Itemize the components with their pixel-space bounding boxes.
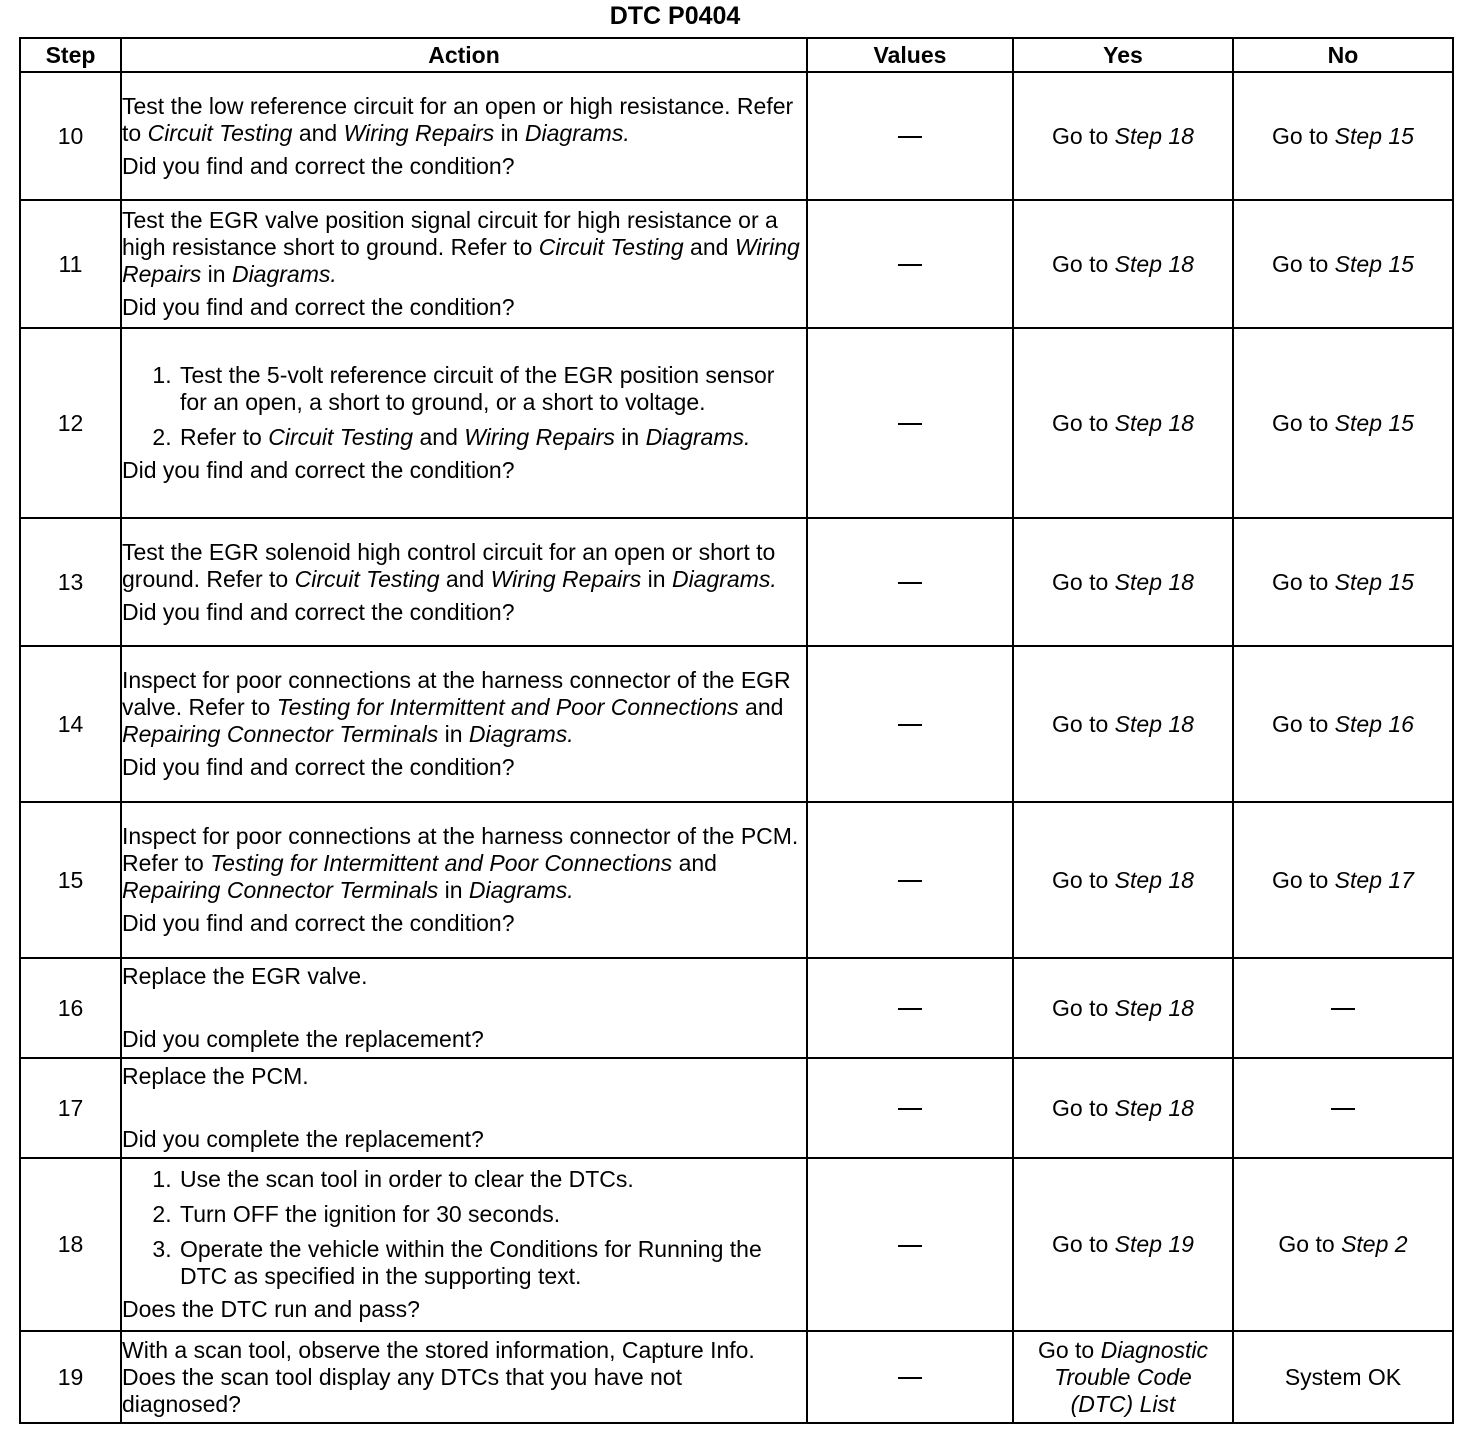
- reference-text: Wiring Repairs: [122, 234, 800, 287]
- reference-text: Circuit Testing: [538, 234, 684, 260]
- values-cell: [807, 328, 1013, 518]
- table-row: [20, 1158, 1453, 1331]
- reference-text: Testing for Intermittent and Poor Connections: [276, 694, 739, 720]
- text-run: Go to: [1052, 409, 1115, 436]
- action-cell: [121, 1058, 807, 1158]
- text-run: Go to: [1272, 568, 1335, 595]
- action-question: Did you find and correct the condition?: [122, 152, 515, 179]
- values-cell: [807, 1158, 1013, 1331]
- no-cell: [1233, 1158, 1453, 1331]
- text-run: and: [683, 234, 735, 260]
- list-item: [178, 424, 806, 451]
- reference-text: Circuit Testing: [147, 119, 293, 146]
- action-question: Does the DTC run and pass?: [122, 1296, 420, 1322]
- list-item: [178, 1236, 806, 1290]
- list-item: [178, 362, 806, 416]
- table-row: [20, 328, 1453, 518]
- action-cell: [121, 72, 807, 200]
- action-steps-list: [122, 1166, 806, 1290]
- text-run: and: [413, 424, 465, 450]
- text-run: Go to: [1272, 250, 1335, 277]
- reference-text: Step 18: [1114, 409, 1194, 436]
- reference-text: Diagrams.: [468, 721, 574, 747]
- text-run: Go to: [1278, 1231, 1342, 1257]
- header-step: Step: [20, 38, 121, 72]
- reference-text: Step 15: [1334, 568, 1414, 595]
- reference-text: Circuit Testing: [268, 424, 414, 450]
- action-text: [122, 963, 806, 990]
- action-text: [122, 1063, 806, 1090]
- no-cell: [1233, 646, 1453, 802]
- step-number: 14: [20, 646, 121, 802]
- step-number: 17: [20, 1058, 121, 1158]
- action-question: Did you find and correct the condition?: [122, 457, 515, 483]
- reference-text: Step 18: [1114, 250, 1194, 277]
- yes-cell: [1013, 646, 1233, 802]
- text-run: in: [201, 261, 232, 287]
- values-cell: [807, 1331, 1013, 1423]
- reference-text: Step 15: [1334, 122, 1414, 149]
- header-yes: Yes: [1013, 38, 1233, 72]
- text-run: Go to: [1037, 1336, 1101, 1363]
- table-header-row: [20, 38, 1453, 72]
- empty-value-dash: [898, 582, 922, 584]
- reference-text: Testing for Intermittent and Poor Connections: [210, 850, 673, 876]
- yes-cell: [1013, 328, 1233, 518]
- reference-text: Step 18: [1114, 122, 1194, 149]
- empty-value-dash: [898, 264, 922, 266]
- text-run: Test the 5-volt reference circuit of the EGR position sensor for an open, a short to ground, or a short to voltage.: [180, 362, 775, 415]
- text-run: and: [738, 694, 784, 720]
- list-item: [178, 1166, 806, 1193]
- values-cell: [807, 72, 1013, 200]
- reference-text: Diagrams.: [645, 424, 751, 450]
- values-cell: [807, 200, 1013, 328]
- text-run: in: [494, 119, 525, 146]
- yes-cell: [1013, 1158, 1233, 1331]
- no-cell: [1233, 802, 1453, 958]
- table-row: [20, 72, 1453, 200]
- text-run: in: [614, 424, 646, 450]
- reference-text: Diagnostic Trouble Code (DTC) List: [1054, 1336, 1209, 1417]
- action-cell: [121, 646, 807, 802]
- text-run: in: [438, 721, 469, 747]
- step-number: 16: [20, 958, 121, 1058]
- text-run: Refer to: [180, 424, 269, 450]
- reference-text: Step 18: [1114, 994, 1194, 1021]
- yes-cell: [1013, 72, 1233, 200]
- empty-value-dash: [898, 880, 922, 882]
- text-run: Go to: [1272, 866, 1335, 893]
- text-run: Turn OFF the ignition for 30 seconds.: [180, 1201, 561, 1227]
- no-cell: [1233, 1331, 1453, 1423]
- text-run: in: [641, 565, 672, 592]
- reference-text: Circuit Testing: [294, 565, 440, 592]
- table-row: [20, 1058, 1453, 1158]
- text-run: Go to: [1052, 1094, 1115, 1121]
- step-number: 12: [20, 328, 121, 518]
- values-cell: [807, 646, 1013, 802]
- text-run: Go to: [1052, 1231, 1115, 1257]
- step-number: 19: [20, 1331, 121, 1423]
- values-cell: [807, 518, 1013, 646]
- action-cell: [121, 958, 807, 1058]
- text-run: and: [439, 565, 491, 592]
- reference-text: Diagrams.: [524, 119, 630, 146]
- no-cell: [1233, 518, 1453, 646]
- text-run: Replace the EGR valve.: [122, 963, 368, 989]
- no-cell: [1233, 72, 1453, 200]
- page-title: DTC P0404: [609, 2, 741, 30]
- values-cell: [807, 958, 1013, 1058]
- yes-cell: [1013, 518, 1233, 646]
- reference-text: Diagrams.: [231, 261, 337, 287]
- no-cell: [1233, 958, 1453, 1058]
- step-number: 15: [20, 802, 121, 958]
- text-run: Test the low reference circuit for an open or high resistance. Refer to: [122, 92, 794, 146]
- empty-value-dash: [898, 1377, 922, 1379]
- reference-text: Step 18: [1114, 568, 1194, 595]
- text-run: Test the EGR solenoid high control circuit for an open or short to ground. Refer to: [122, 538, 776, 592]
- yes-cell: [1013, 200, 1233, 328]
- table-row: [20, 518, 1453, 646]
- table-row: [20, 958, 1453, 1058]
- text-run: Go to: [1272, 409, 1335, 436]
- action-cell: [121, 518, 807, 646]
- empty-value-dash: [898, 1245, 922, 1247]
- text-run: Go to: [1052, 710, 1115, 737]
- yes-cell: [1013, 1331, 1233, 1423]
- step-number: 18: [20, 1158, 121, 1331]
- reference-text: Wiring Repairs: [464, 424, 615, 450]
- reference-text: Step 18: [1114, 1094, 1194, 1121]
- text-run: Go to: [1272, 710, 1335, 737]
- table-row: [20, 802, 1453, 958]
- reference-text: Diagrams.: [671, 565, 777, 592]
- no-value-dash: [1331, 1108, 1355, 1110]
- empty-value-dash: [898, 1108, 922, 1110]
- text-run: and: [672, 850, 717, 876]
- header-action: Action: [121, 38, 807, 72]
- action-text: [122, 823, 806, 904]
- table-row: [20, 200, 1453, 328]
- action-question: Did you find and correct the condition?: [122, 294, 515, 320]
- action-text: [122, 667, 806, 748]
- reference-text: Step 15: [1334, 250, 1414, 277]
- reference-text: Step 19: [1114, 1231, 1194, 1257]
- no-cell: [1233, 200, 1453, 328]
- diagnostic-table: [19, 37, 1454, 1424]
- text-run: Replace the PCM.: [122, 1063, 309, 1089]
- text-run: and: [292, 119, 344, 146]
- text-run: Go to: [1272, 122, 1335, 149]
- table-body: [20, 72, 1453, 1423]
- yes-cell: [1013, 802, 1233, 958]
- text-run: With a scan tool, observe the stored information, Capture Info. Does the scan tool display any DTCs that you have not diagnosed?: [122, 1336, 755, 1417]
- yes-cell: [1013, 1058, 1233, 1158]
- action-text: [122, 539, 806, 593]
- empty-value-dash: [898, 423, 922, 425]
- header-values: Values: [807, 38, 1013, 72]
- text-run: Use the scan tool in order to clear the DTCs.: [180, 1166, 634, 1192]
- text-run: Go to: [1052, 250, 1115, 277]
- action-cell: [121, 328, 807, 518]
- reference-text: Repairing Connector Terminals: [122, 877, 439, 903]
- text-run: Inspect for poor connections at the harness connector of the PCM. Refer to: [122, 823, 799, 876]
- reference-text: Repairing Connector Terminals: [122, 721, 439, 747]
- text-run: System OK: [1284, 1363, 1402, 1390]
- list-item: [178, 1201, 806, 1228]
- reference-text: Step 17: [1334, 866, 1414, 893]
- text-run: Test the EGR valve position signal circuit for high resistance or a high resistance short to ground. Refer to: [122, 207, 778, 260]
- text-run: Inspect for poor connections at the harness connector of the EGR valve. Refer to: [122, 667, 791, 720]
- table-row: [20, 1331, 1453, 1423]
- reference-text: Step 18: [1114, 866, 1194, 893]
- action-cell: [121, 1158, 807, 1331]
- values-cell: [807, 1058, 1013, 1158]
- header-no: No: [1233, 38, 1453, 72]
- action-cell: [121, 200, 807, 328]
- table-row: [20, 646, 1453, 802]
- action-text: [122, 1337, 806, 1418]
- text-run: Go to: [1052, 122, 1115, 149]
- action-question: Did you complete the replacement?: [122, 1026, 484, 1052]
- reference-text: Step 18: [1114, 710, 1194, 737]
- no-value-dash: [1331, 1008, 1355, 1010]
- reference-text: Wiring Repairs: [343, 119, 495, 146]
- text-run: Go to: [1052, 994, 1115, 1021]
- yes-cell: [1013, 958, 1233, 1058]
- text-run: Go to: [1052, 568, 1115, 595]
- text-run: Go to: [1052, 866, 1115, 893]
- action-question: Did you complete the replacement?: [122, 1126, 484, 1152]
- empty-value-dash: [898, 136, 922, 138]
- reference-text: Step 16: [1334, 710, 1414, 737]
- values-cell: [807, 802, 1013, 958]
- text-run: Operate the vehicle within the Conditions for Running the DTC as specified in the supporting text.: [180, 1236, 762, 1289]
- action-question: Did you find and correct the condition?: [122, 910, 515, 936]
- no-cell: [1233, 1058, 1453, 1158]
- action-question: Did you find and correct the condition?: [122, 598, 515, 625]
- step-number: 13: [20, 518, 121, 646]
- action-cell: [121, 802, 807, 958]
- action-question: Did you find and correct the condition?: [122, 754, 515, 780]
- step-number: 11: [20, 200, 121, 328]
- reference-text: Wiring Repairs: [490, 565, 642, 592]
- action-cell: [121, 1331, 807, 1423]
- action-steps-list: [122, 362, 806, 451]
- reference-text: Step 2: [1341, 1231, 1408, 1257]
- action-text: [122, 207, 806, 288]
- text-run: in: [438, 877, 469, 903]
- no-cell: [1233, 328, 1453, 518]
- step-number: 10: [20, 72, 121, 200]
- empty-value-dash: [898, 724, 922, 726]
- action-text: [122, 93, 806, 147]
- empty-value-dash: [898, 1008, 922, 1010]
- reference-text: Step 15: [1334, 409, 1414, 436]
- reference-text: Diagrams.: [468, 877, 574, 903]
